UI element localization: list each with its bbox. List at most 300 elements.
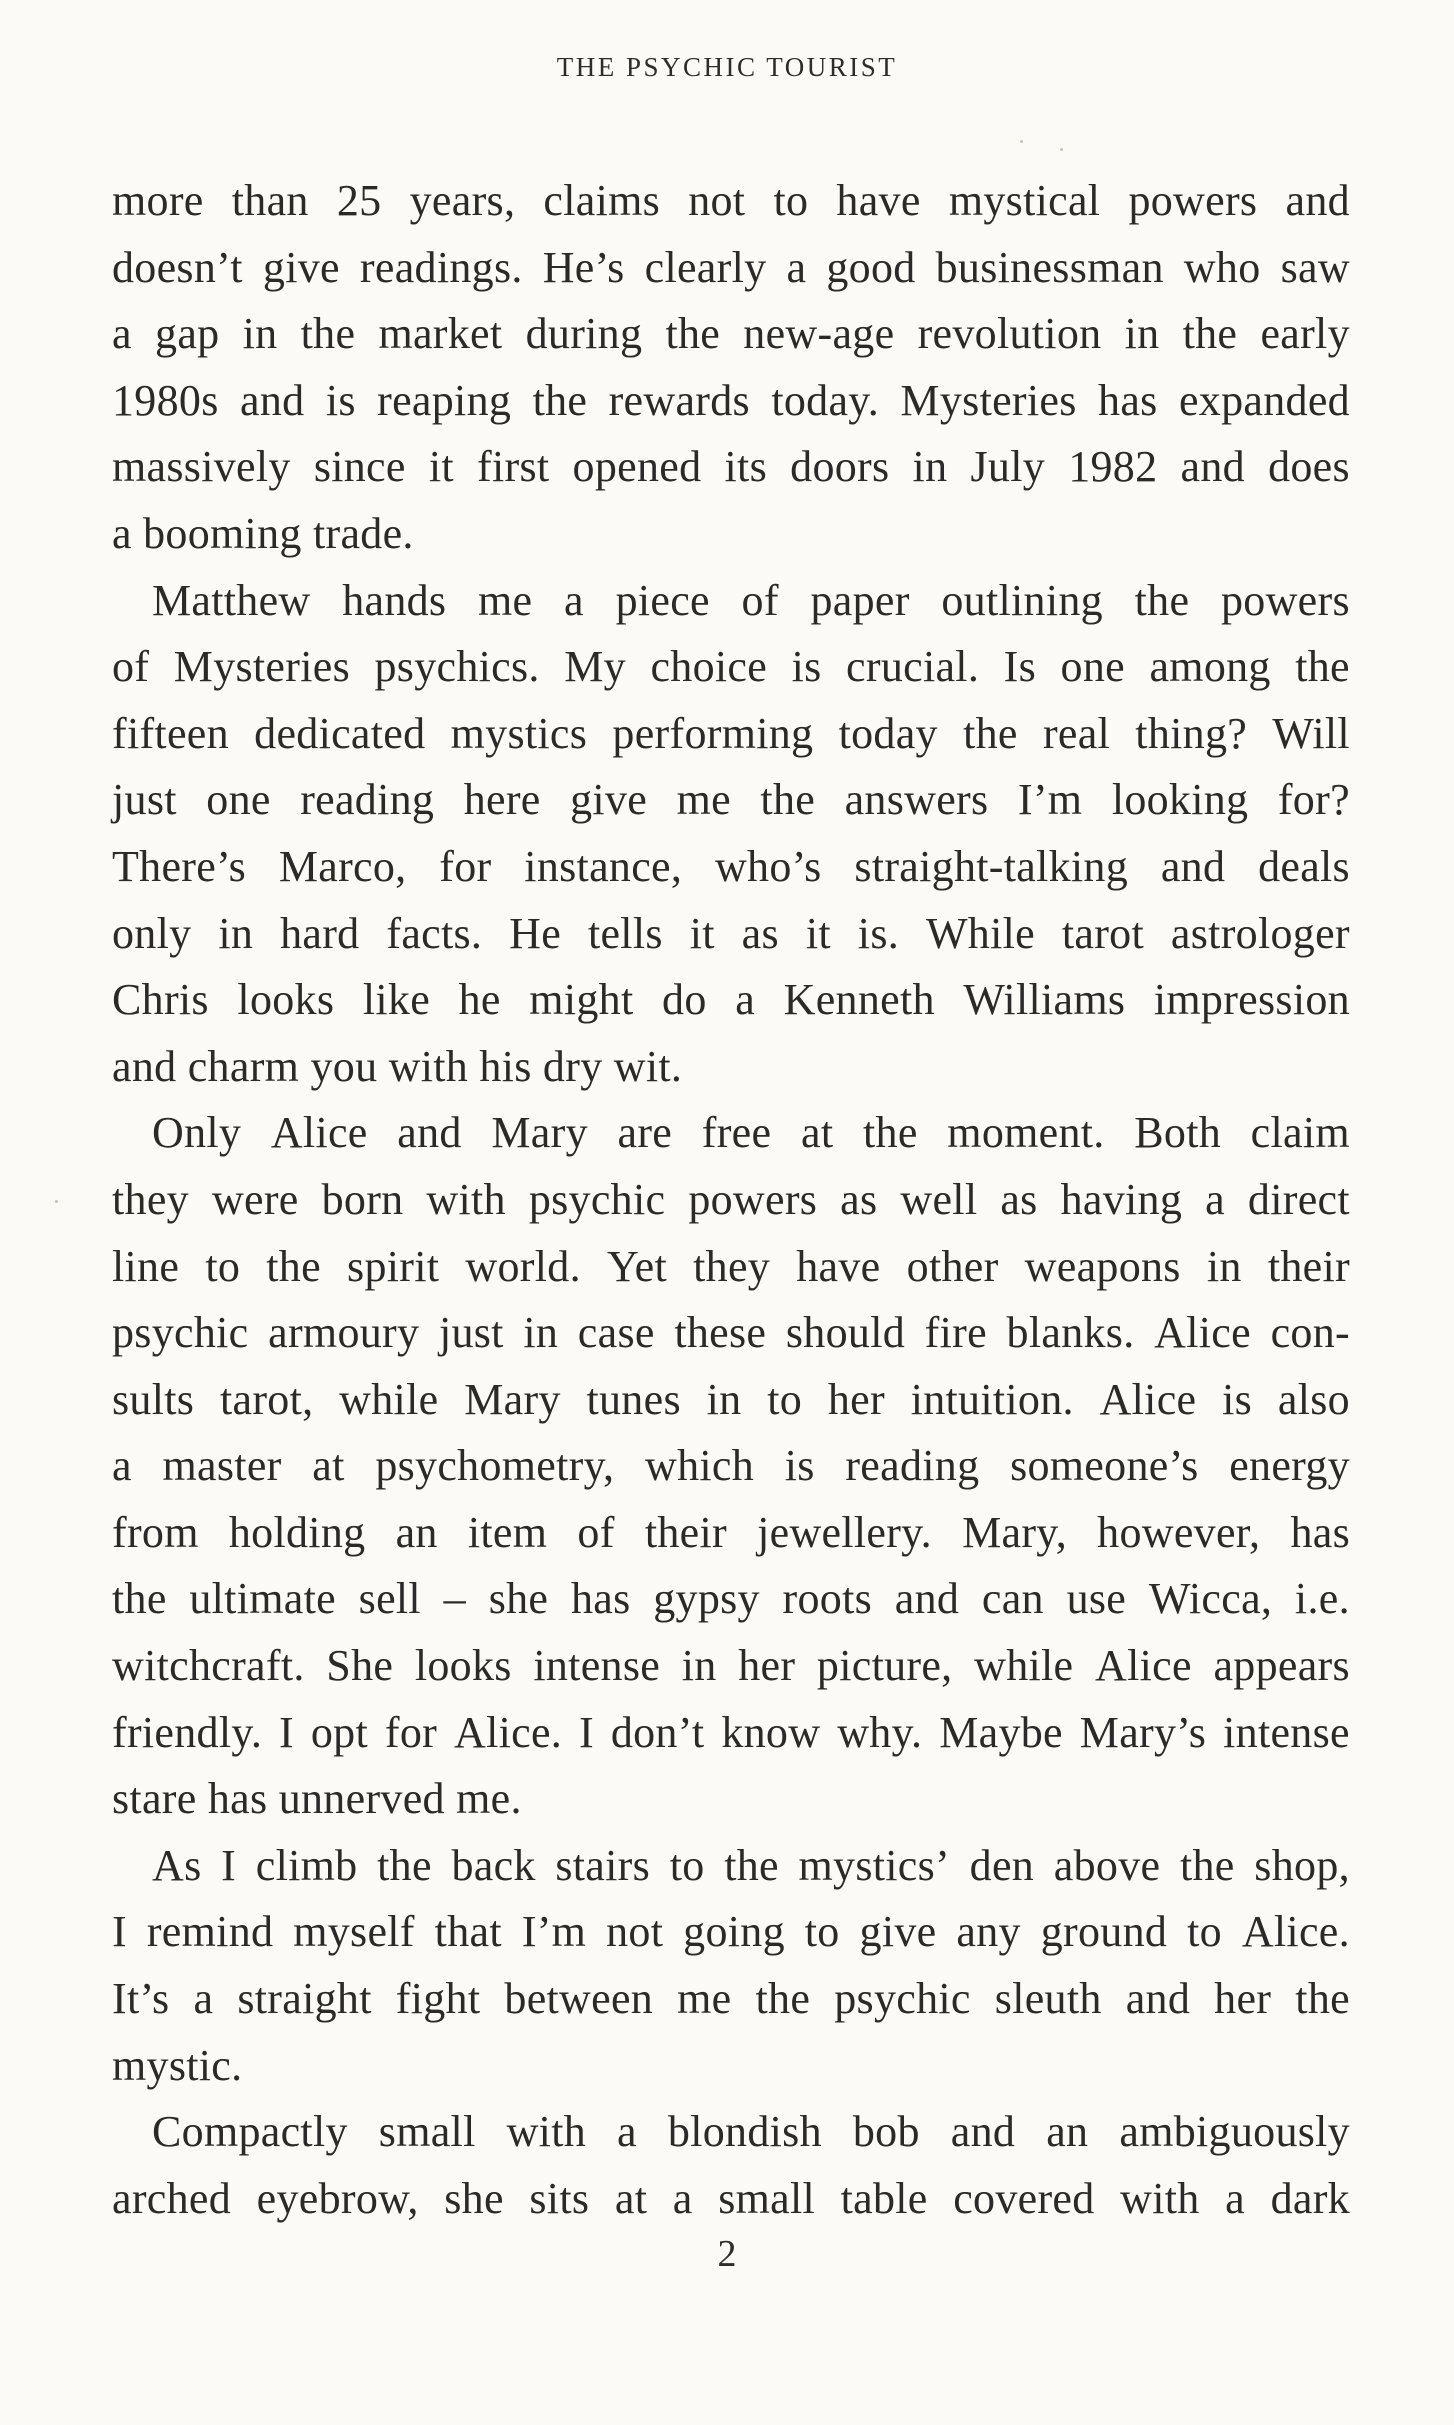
word: tarot, (219, 1374, 314, 1424)
word: jewellery. (757, 1507, 932, 1557)
word: There’s (112, 841, 247, 891)
word: the (724, 1840, 779, 1890)
word: is (325, 375, 356, 425)
word: He’s (542, 242, 625, 292)
word: with (426, 1174, 506, 1224)
word: a (617, 2107, 637, 2157)
word: she (488, 1574, 549, 1624)
word: bob (852, 2107, 920, 2157)
word: businessman (935, 242, 1164, 292)
word: the (300, 309, 356, 359)
word: does (1268, 442, 1350, 492)
text-line (112, 767, 1350, 834)
word: going (683, 1907, 785, 1957)
text-line (112, 967, 1350, 1034)
text-line (112, 368, 1350, 435)
running-header: THE PSYCHIC TOURIST (556, 52, 898, 82)
word: at (801, 1108, 834, 1158)
word: blondish (667, 2107, 822, 2157)
word: massively (112, 442, 291, 492)
text-line (112, 1566, 1350, 1633)
word: Will (1272, 708, 1350, 758)
word: were (211, 1174, 299, 1224)
word: a (672, 2173, 693, 2223)
word: her (1214, 1974, 1272, 2024)
text-line (112, 701, 1350, 768)
word: here (463, 775, 541, 825)
word: 1982 (1068, 442, 1158, 492)
word: market (378, 309, 503, 359)
word: and (1180, 442, 1245, 492)
word: psychic (834, 1974, 971, 2024)
word: looks (414, 1641, 512, 1691)
word: weapons (1024, 1241, 1181, 1291)
word: first (477, 442, 550, 492)
word: free (701, 1108, 772, 1158)
word: claim (1250, 1108, 1350, 1158)
word: He (509, 908, 562, 958)
word: and (1160, 841, 1226, 891)
word: Alice. (454, 1707, 563, 1757)
word: a (1225, 2173, 1245, 2223)
word: he (458, 975, 501, 1025)
word: mystical (948, 176, 1101, 225)
word: new-age (743, 309, 895, 359)
word: in (1206, 1241, 1242, 1291)
word: My (564, 642, 626, 692)
word: Marco, (278, 841, 407, 891)
word: Maybe (939, 1707, 1063, 1757)
word: spirit (347, 1241, 440, 1291)
text-line (112, 301, 1350, 368)
word: I (279, 1707, 294, 1757)
word: the (760, 775, 816, 825)
word: their (1267, 1241, 1350, 1291)
text-line (112, 1167, 1350, 1234)
word: real (1042, 708, 1111, 758)
word: covered (953, 2173, 1095, 2223)
word: the (755, 1974, 811, 2024)
word: paper (810, 575, 910, 625)
word: picture, (816, 1641, 953, 1691)
word: has (1290, 1507, 1350, 1557)
word: has (1098, 375, 1158, 425)
word: for (439, 841, 492, 891)
word: gypsy (653, 1574, 760, 1624)
word: a (112, 1441, 132, 1491)
text-line (112, 1633, 1350, 1700)
word: tells (587, 908, 663, 958)
word: give (859, 1907, 937, 1957)
word: give (570, 775, 648, 825)
word: ultimate (189, 1574, 336, 1624)
word: friendly. (112, 1707, 263, 1757)
word: however, (1097, 1507, 1261, 1557)
word: a (786, 242, 807, 292)
word: Mysteries (900, 375, 1077, 425)
word: sell (358, 1574, 421, 1624)
word: one (206, 775, 271, 825)
word: just (112, 775, 177, 825)
word: facts. (386, 908, 483, 958)
body-text (112, 168, 1350, 2232)
word: performing (612, 708, 814, 758)
word: why. (837, 1707, 923, 1757)
word: me (677, 1974, 732, 2024)
word: doors (790, 442, 890, 492)
word: of (741, 575, 779, 625)
word: its (724, 442, 768, 492)
word: than (231, 176, 309, 225)
word: and (950, 2107, 1016, 2157)
word: which (645, 1441, 755, 1491)
word: while (339, 1374, 439, 1424)
word: during (525, 309, 643, 359)
text-line (112, 1367, 1350, 1434)
word: me (676, 775, 731, 825)
word: who (1183, 242, 1261, 292)
word: Compactly (152, 2107, 348, 2157)
word: a (1205, 1174, 1225, 1224)
word: it (689, 908, 715, 958)
word: sits (529, 2173, 590, 2223)
word: someone’s (1010, 1441, 1199, 1491)
word: to (804, 1907, 840, 1957)
word: they (112, 1174, 189, 1224)
word: blanks. (1006, 1308, 1135, 1358)
word: is (1222, 1374, 1253, 1424)
word: like (362, 975, 431, 1025)
word: tunes (586, 1374, 681, 1424)
text-line (112, 1833, 1350, 1900)
word: a (112, 309, 132, 359)
word: reaping (377, 375, 512, 425)
word: appears (1213, 1641, 1350, 1691)
word: at (614, 2173, 648, 2223)
word: intense (1223, 1707, 1350, 1757)
word: also (1277, 1374, 1350, 1424)
word: it (805, 908, 831, 958)
word: for (384, 1707, 438, 1757)
word: Yet (607, 1241, 668, 1291)
word: I (112, 1907, 127, 1957)
word: other (906, 1241, 999, 1291)
text-line (112, 1100, 1350, 1167)
word: i.e. (1294, 1574, 1350, 1624)
word: eyebrow, (256, 2173, 419, 2223)
word: me (478, 575, 533, 625)
word: gap (155, 309, 220, 359)
word: and (894, 1574, 960, 1624)
word: in (912, 442, 948, 492)
word: with (506, 2107, 587, 2157)
word: Matthew (152, 575, 311, 625)
word: is. (857, 908, 900, 958)
word: moment. (947, 1108, 1105, 1158)
text-line (112, 634, 1350, 701)
word: Kenneth (783, 975, 935, 1025)
word: July (970, 442, 1046, 492)
word: she (444, 2173, 504, 2223)
text-line (112, 1500, 1350, 1567)
word: 25 (336, 176, 382, 225)
word: doesn’t (112, 242, 243, 292)
word: to (773, 176, 809, 225)
word: a (193, 1974, 214, 2024)
word: the (377, 1840, 432, 1890)
word: saw (1280, 242, 1350, 292)
word: ground (1040, 1907, 1168, 1957)
word: to (669, 1840, 705, 1890)
text-line: a booming trade. (112, 508, 414, 558)
word: Alice (1099, 1374, 1197, 1424)
word: psychics. (374, 642, 540, 692)
word: line (112, 1241, 180, 1291)
word: Chris (112, 975, 209, 1025)
word: deals (1258, 841, 1350, 891)
word: witchcraft. (112, 1641, 305, 1691)
word: as (741, 908, 779, 958)
word: tarot (1061, 908, 1145, 958)
word: I’m (1017, 775, 1083, 825)
word: rewards (608, 375, 750, 425)
word: choice (650, 642, 768, 692)
word: piece (615, 575, 710, 625)
word: only (112, 908, 192, 958)
word: mystics (450, 708, 588, 758)
word: born (321, 1174, 404, 1224)
word: the (863, 1108, 918, 1158)
word: readings. (359, 242, 523, 292)
text-line (112, 235, 1350, 302)
word: from (112, 1507, 199, 1557)
word: looks (237, 975, 335, 1025)
paper-speck (1060, 148, 1063, 151)
text-line (112, 834, 1350, 901)
word: Mary’s (1079, 1707, 1207, 1757)
word: fire (924, 1308, 987, 1358)
word: a (564, 575, 584, 625)
word: is (791, 642, 822, 692)
word: can (981, 1574, 1044, 1624)
word: good (826, 242, 916, 292)
word: the (1134, 575, 1190, 625)
word: her (827, 1374, 885, 1424)
word: sleuth (994, 1974, 1102, 2024)
word: just (438, 1308, 504, 1358)
word: remind (146, 1907, 274, 1957)
word: and (1285, 176, 1350, 225)
word: powers (688, 1174, 818, 1224)
word: reading (845, 1441, 980, 1491)
text-line (112, 901, 1350, 968)
text-line: and charm you with his dry wit. (112, 1041, 683, 1091)
word: hard (280, 908, 360, 958)
word: in (523, 1308, 559, 1358)
word: between (504, 1974, 654, 2024)
text-line: mystic. (112, 2040, 243, 2090)
word: Both (1134, 1108, 1222, 1158)
text-line (112, 2099, 1350, 2166)
word: is (784, 1441, 815, 1491)
word: that (434, 1907, 502, 1957)
word: powers (1128, 176, 1258, 225)
word: the (532, 375, 588, 425)
word: case (577, 1308, 655, 1358)
text-line (112, 2166, 1350, 2233)
word: roots (782, 1574, 873, 1624)
word: the (963, 708, 1018, 758)
word: reading (300, 775, 435, 825)
word: in (218, 908, 254, 958)
word: and (240, 375, 305, 425)
word: the (1179, 1840, 1235, 1890)
word: I (221, 1840, 237, 1890)
word: fifteen (112, 708, 229, 758)
word: to (767, 1374, 803, 1424)
word: do (662, 975, 707, 1025)
word: in (681, 1641, 717, 1691)
word: since (313, 442, 406, 492)
word: Alice (1095, 1641, 1192, 1691)
word: looking (1111, 775, 1249, 825)
word: opt (310, 1707, 368, 1757)
word: at (312, 1441, 345, 1491)
word: in (706, 1374, 742, 1424)
word: thing? (1135, 708, 1248, 758)
word: straight (237, 1974, 372, 2024)
word: myself (293, 1907, 415, 1957)
word: clearly (644, 242, 767, 292)
word: with (1120, 2173, 1200, 2223)
word: their (644, 1507, 727, 1557)
text-line (112, 168, 1350, 235)
word: give (262, 242, 340, 292)
word: Mary, (962, 1507, 1068, 1557)
word: and (1125, 1974, 1191, 2024)
word: psychic (112, 1308, 249, 1358)
word: I’m (521, 1907, 587, 1957)
word: the (1182, 309, 1238, 359)
text-line (112, 1300, 1350, 1367)
word: use (1066, 1574, 1127, 1624)
word: well (900, 1174, 978, 1224)
word: the (665, 309, 721, 359)
text-line (112, 1234, 1350, 1301)
word: sults (112, 1374, 195, 1424)
word: the (112, 1574, 167, 1624)
word: Mysteries (173, 642, 350, 692)
word: should (785, 1308, 906, 1358)
word: arched (112, 2173, 232, 2223)
word: the (1295, 642, 1350, 692)
word: Alice (1154, 1308, 1251, 1358)
word: more (112, 176, 204, 225)
word: instance, (524, 841, 683, 891)
text-line (112, 1899, 1350, 1966)
word: She (326, 1641, 394, 1691)
word: Is (1003, 642, 1037, 692)
word: above (1053, 1840, 1161, 1890)
word: who’s (714, 841, 822, 891)
word: to (205, 1241, 241, 1291)
word: and (397, 1108, 462, 1158)
word: a (735, 975, 756, 1025)
word: today. (771, 375, 880, 425)
word: small (718, 2173, 816, 2223)
word: direct (1247, 1174, 1350, 1224)
word: are (617, 1108, 673, 1158)
word: – (443, 1574, 466, 1624)
word: outlining (941, 575, 1103, 625)
word: armoury (268, 1308, 420, 1358)
word: while (974, 1641, 1074, 1691)
word: one (1060, 642, 1125, 692)
word: her (738, 1641, 796, 1691)
paper-speck (55, 1200, 58, 1203)
paper-speck (1020, 140, 1023, 143)
word: psychic (528, 1174, 666, 1224)
word: has (570, 1574, 631, 1624)
word: impression (1153, 975, 1350, 1025)
word: con- (1270, 1308, 1350, 1358)
word: mystics’ (798, 1840, 951, 1890)
word: stairs (555, 1840, 651, 1890)
text-line (112, 1433, 1350, 1500)
text-line (112, 568, 1350, 635)
word: as (1000, 1174, 1038, 1224)
word: While (925, 908, 1035, 958)
word: holding (228, 1507, 366, 1557)
word: today (838, 708, 938, 758)
word: the (1295, 1974, 1350, 2024)
word: hands (342, 575, 447, 625)
word: fight (395, 1974, 481, 2024)
word: back (451, 1840, 536, 1890)
word: shop, (1254, 1840, 1350, 1890)
word: in (1124, 309, 1160, 359)
word: claims (543, 176, 661, 225)
word: answers (844, 775, 989, 825)
word: climb (255, 1840, 358, 1890)
page-number: 2 (717, 2233, 737, 2275)
word: psychometry, (375, 1441, 615, 1491)
word: energy (1229, 1441, 1350, 1491)
word: not (688, 176, 746, 225)
word: world. (465, 1241, 581, 1291)
word: Mary (464, 1374, 561, 1424)
word: intuition. (910, 1374, 1074, 1424)
word: intense (533, 1641, 661, 1691)
word: Wicca, (1148, 1574, 1273, 1624)
word: revolution (917, 309, 1102, 359)
word: Williams (963, 975, 1126, 1025)
word: have (836, 176, 921, 225)
word: item (467, 1507, 548, 1557)
word: dark (1270, 2173, 1350, 2223)
word: Only (152, 1108, 242, 1158)
word: powers (1220, 575, 1350, 625)
word: an (395, 1507, 438, 1557)
word: ambiguously (1119, 2107, 1350, 2157)
word: don’t (610, 1707, 705, 1757)
word: Mary (491, 1108, 588, 1158)
word: of (577, 1507, 615, 1557)
word: it (428, 442, 454, 492)
word: Alice. (1241, 1907, 1350, 1957)
word: they (693, 1241, 771, 1291)
word: Alice (270, 1108, 368, 1158)
